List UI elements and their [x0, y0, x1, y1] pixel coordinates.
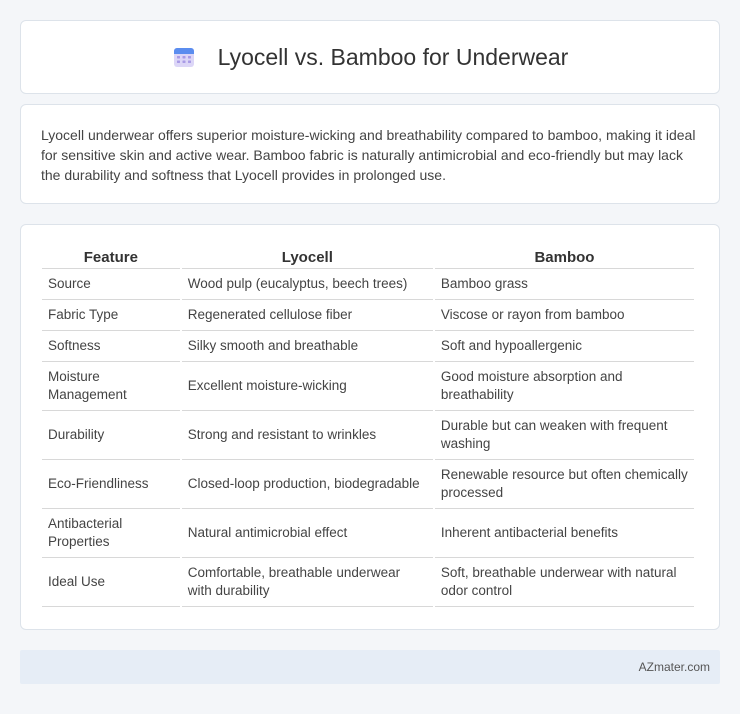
footer-brand: AZmater.com: [638, 660, 710, 674]
footer: [20, 650, 720, 684]
cell-bamboo: Good moisture absorption and breathability: [435, 362, 694, 411]
cell-bamboo: Bamboo grass: [435, 269, 694, 300]
cell-feature: Eco-Friendliness: [42, 460, 180, 509]
cell-feature: Moisture Management: [42, 362, 180, 411]
table-row: [42, 411, 694, 460]
table-row: [42, 460, 694, 509]
header-bamboo: Bamboo: [435, 247, 694, 269]
table-row: [42, 300, 694, 331]
table-row: [42, 558, 694, 607]
cell-feature: Durability: [42, 411, 180, 460]
cell-lyocell: Comfortable, breathable underwear with durability: [182, 558, 433, 607]
cell-lyocell: Wood pulp (eucalyptus, beech trees): [182, 269, 433, 300]
header-lyocell: Lyocell: [182, 247, 433, 269]
cell-lyocell: Strong and resistant to wrinkles: [182, 411, 433, 460]
cell-lyocell: Natural antimicrobial effect: [182, 509, 433, 558]
table-row: [42, 269, 694, 300]
table-header-row: [42, 247, 694, 269]
cell-feature: Softness: [42, 331, 180, 362]
title-card: [20, 20, 720, 94]
cell-bamboo: Durable but can weaken with frequent washing: [435, 411, 694, 460]
cell-bamboo: Soft and hypoallergenic: [435, 331, 694, 362]
calendar-icon: [172, 45, 196, 69]
comparison-table-card: [20, 224, 720, 630]
cell-bamboo: Viscose or rayon from bamboo: [435, 300, 694, 331]
cell-lyocell: Silky smooth and breathable: [182, 331, 433, 362]
table-row: [42, 509, 694, 558]
intro-text: Lyocell underwear offers superior moisture-wicking and breathability compared to bamboo, making it ideal for sensitive skin and active wear. Bamboo fabric is naturally antimicrobial and eco-friendly but may lack the durability and softness that Lyocell provides in prolonged use.: [41, 127, 696, 183]
page-title: Lyocell vs. Bamboo for Underwear: [217, 43, 569, 70]
cell-feature: Source: [42, 269, 180, 300]
header-feature: Feature: [42, 247, 180, 269]
cell-bamboo: Soft, breathable underwear with natural odor control: [435, 558, 694, 607]
cell-lyocell: Regenerated cellulose fiber: [182, 300, 433, 331]
cell-feature: Antibacterial Properties: [42, 509, 180, 558]
table-row: [42, 362, 694, 411]
cell-lyocell: Excellent moisture-wicking: [182, 362, 433, 411]
intro-card: [20, 104, 720, 204]
cell-bamboo: Renewable resource but often chemically processed: [435, 460, 694, 509]
table-row: [42, 331, 694, 362]
cell-feature: Fabric Type: [42, 300, 180, 331]
cell-bamboo: Inherent antibacterial benefits: [435, 509, 694, 558]
comparison-table: [40, 247, 696, 607]
cell-feature: Ideal Use: [42, 558, 180, 607]
cell-lyocell: Closed-loop production, biodegradable: [182, 460, 433, 509]
